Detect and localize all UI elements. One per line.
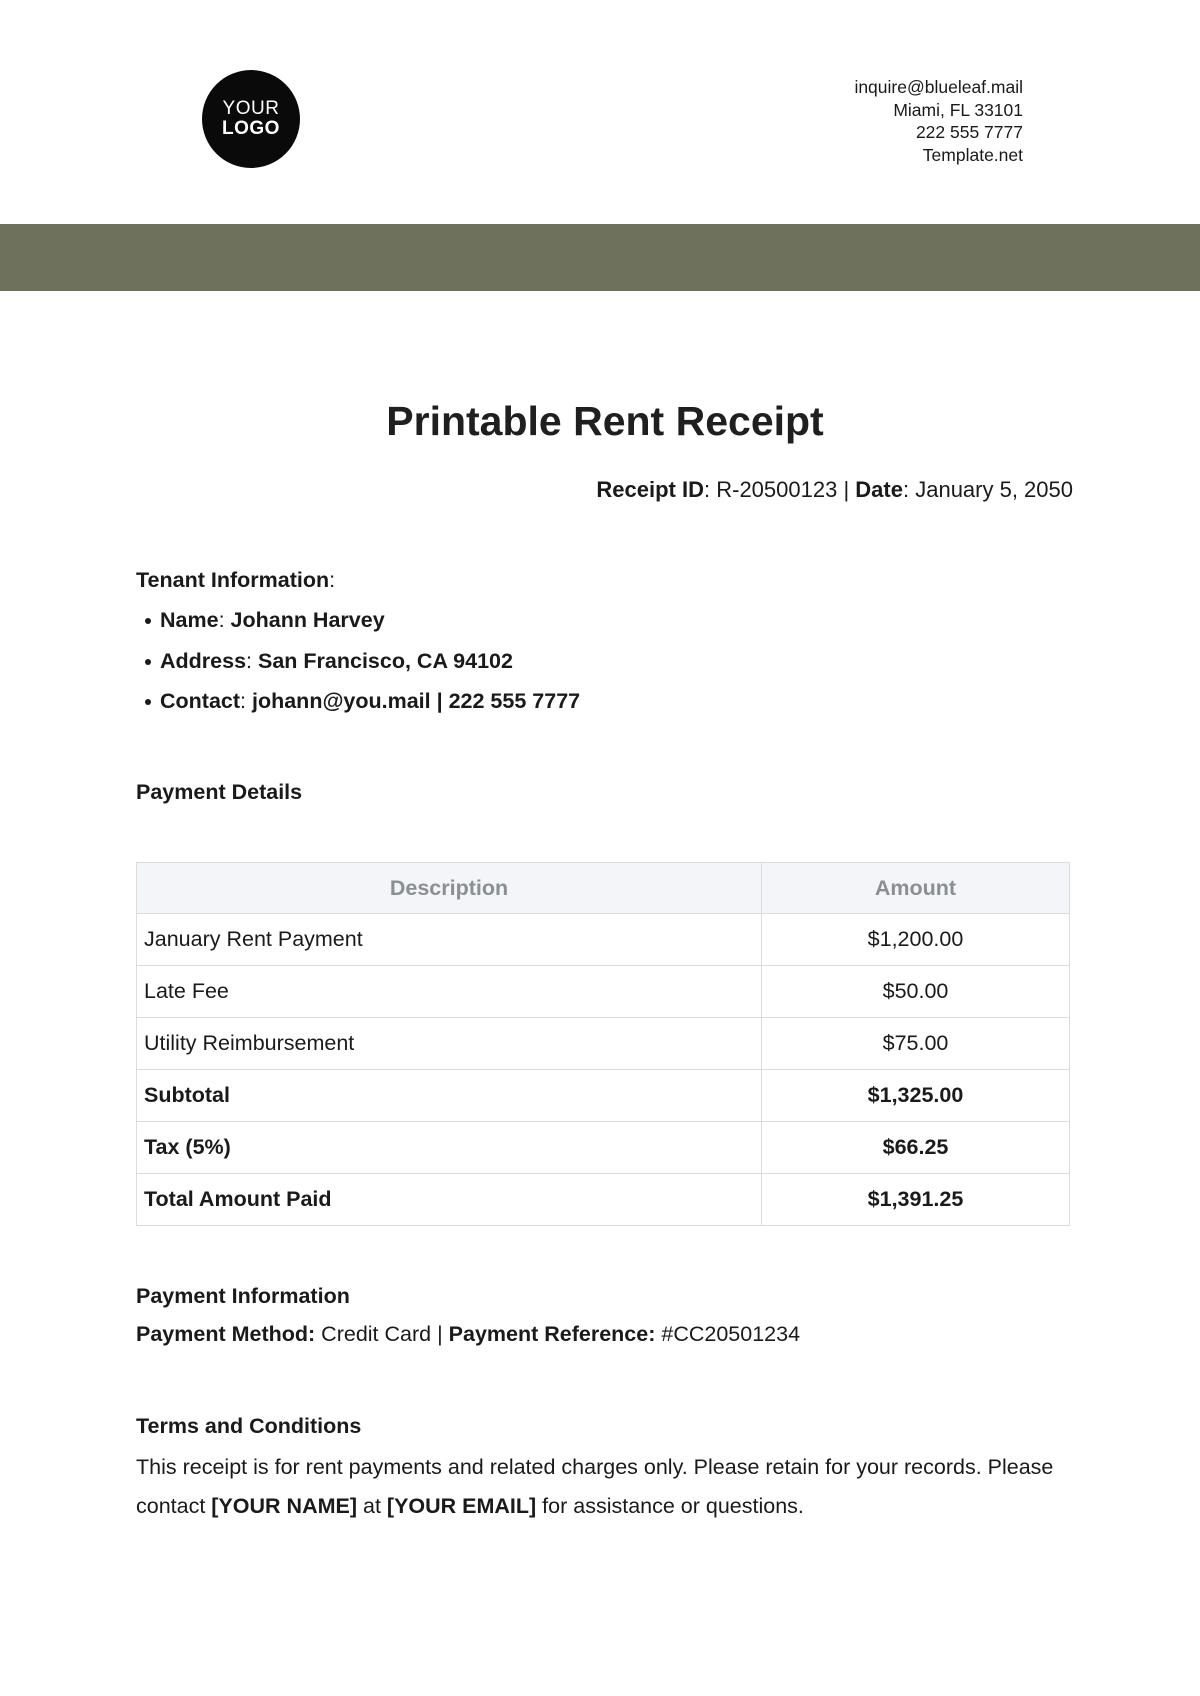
tax-label: Tax (5%): [137, 1122, 762, 1174]
header-band: [0, 224, 1200, 291]
logo-line-1: YOUR: [222, 98, 280, 120]
contact-email: inquire@blueleaf.mail: [854, 77, 1023, 97]
subtotal-row: [137, 1070, 1070, 1122]
receipt-date-value: January 5, 2050: [915, 477, 1073, 502]
payment-table: [136, 862, 1070, 1226]
contact-phone: 222 555 7777: [915, 122, 1023, 142]
tenant-information-section: [136, 568, 1076, 729]
column-header-amount: Amount: [762, 863, 1070, 914]
tenant-address-item: Address: San Francisco, CA 94102: [136, 648, 1076, 674]
payment-table-wrapper: [136, 862, 1070, 1226]
total-row: [137, 1174, 1070, 1226]
receipt-id-label: Receipt ID: [596, 477, 704, 502]
payment-information-line: Payment Method: Credit Card | Payment Reference: #CC20501234: [136, 1322, 801, 1346]
table-row: [137, 914, 1070, 966]
terms-heading: Terms and Conditions: [136, 1414, 362, 1438]
subtotal-label: Subtotal: [137, 1070, 762, 1122]
row-amount: $50.00: [762, 966, 1070, 1018]
tenant-list: [136, 607, 1076, 714]
tenant-contact-item: Contact: johann@you.mail | 222 555 7777: [136, 688, 1076, 714]
contact-address: Miami, FL 33101: [893, 99, 1023, 120]
name-placeholder: [YOUR NAME]: [211, 1494, 358, 1518]
receipt-meta: Receipt ID: R-20500123 | Date: January 5, 2050: [596, 477, 1073, 502]
payment-method-label: Payment Method:: [136, 1322, 316, 1346]
logo-line-2: LOGO: [222, 118, 280, 139]
email-placeholder: [YOUR EMAIL]: [386, 1494, 537, 1518]
tenant-name-item: Name: Johann Harvey: [136, 607, 1076, 633]
page-title: Printable Rent Receipt: [386, 398, 824, 444]
payment-details-section: [136, 780, 1076, 805]
terms-section: [136, 1414, 1076, 1526]
row-amount: $75.00: [762, 1018, 1070, 1070]
tenant-heading: Tenant Information:: [136, 568, 336, 592]
tax-row: [137, 1122, 1070, 1174]
company-logo: [202, 70, 300, 168]
total-amount: $1,391.25: [762, 1174, 1070, 1226]
table-header-row: [137, 863, 1070, 914]
receipt-date-label: Date: [855, 477, 903, 502]
table-row: [137, 1018, 1070, 1070]
row-description: Utility Reimbursement: [137, 1018, 762, 1070]
payment-method-value: Credit Card: [321, 1322, 432, 1346]
subtotal-amount: $1,325.00: [762, 1070, 1070, 1122]
row-description: Late Fee: [137, 966, 762, 1018]
table-row: [137, 966, 1070, 1018]
row-description: January Rent Payment: [137, 914, 762, 966]
payment-information-section: [136, 1284, 1076, 1347]
contact-website: Template.net: [922, 144, 1023, 165]
payment-reference-label: Payment Reference:: [448, 1322, 656, 1346]
row-amount: $1,200.00: [762, 914, 1070, 966]
receipt-id-value: R-20500123: [716, 477, 838, 502]
company-contact-block: [854, 76, 1023, 166]
payment-details-heading: Payment Details: [136, 780, 303, 804]
column-header-description: Description: [137, 863, 762, 914]
payment-reference-value: #CC20501234: [661, 1322, 801, 1346]
total-label: Total Amount Paid: [137, 1174, 762, 1226]
payment-information-heading: Payment Information: [136, 1284, 350, 1308]
tax-amount: $66.25: [762, 1122, 1070, 1174]
terms-text: This receipt is for rent payments and related charges only. Please retain for your records. Please contact [YOUR NAME] at [YOUR EMAIL] for assistance or questions.: [136, 1455, 1054, 1518]
